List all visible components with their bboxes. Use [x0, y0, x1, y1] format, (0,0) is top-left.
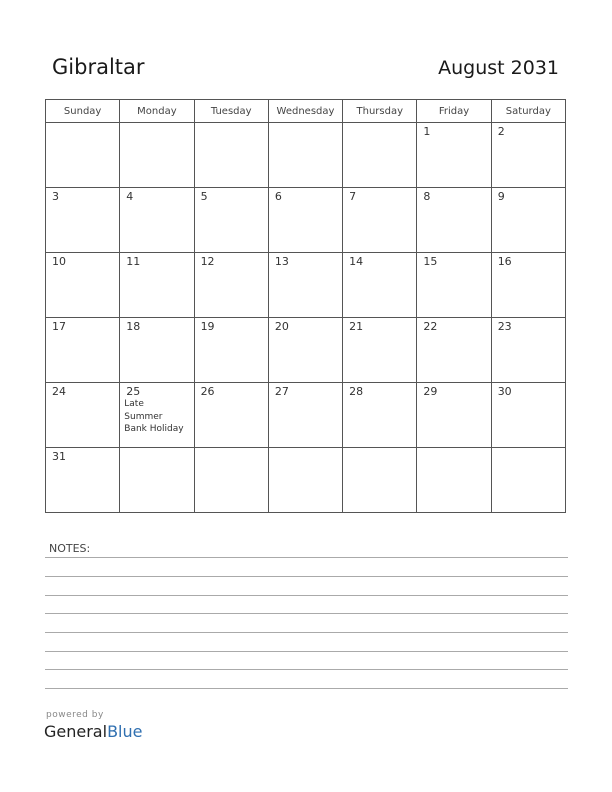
day-number: 14 — [349, 255, 364, 268]
week-row — [46, 253, 566, 318]
day-number — [120, 123, 193, 125]
notes-line — [45, 576, 568, 577]
day-cell — [194, 383, 268, 448]
day-number: 5 — [200, 190, 208, 203]
day-cell — [491, 188, 565, 253]
notes-line — [45, 669, 568, 670]
day-number — [343, 123, 416, 125]
weekday-header: Wednesday — [268, 100, 342, 123]
day-number: 15 — [423, 255, 438, 268]
day-number: 25 — [126, 385, 141, 398]
day-cell — [46, 123, 120, 188]
day-number — [269, 123, 342, 125]
day-cell — [194, 448, 268, 513]
day-cell — [46, 318, 120, 383]
brand-logo-blue: Blue — [107, 722, 143, 741]
day-number: 3 — [52, 190, 59, 203]
weekday-header: Thursday — [343, 100, 417, 123]
day-number: 18 — [126, 320, 141, 333]
day-number: 2 — [497, 125, 505, 138]
holiday-label: Late — [124, 399, 144, 409]
day-number: 19 — [200, 320, 215, 333]
day-number: 9 — [497, 190, 505, 203]
day-cell — [268, 318, 342, 383]
day-cell — [343, 448, 417, 513]
day-cell — [417, 188, 491, 253]
day-cell — [268, 188, 342, 253]
weekday-header: Saturday — [491, 100, 565, 123]
brand-logo — [44, 722, 142, 741]
day-cell — [417, 318, 491, 383]
day-cell — [491, 318, 565, 383]
day-number: 7 — [349, 190, 357, 203]
day-number: 29 — [423, 385, 438, 398]
day-number: 28 — [349, 385, 364, 398]
day-number — [120, 448, 193, 450]
day-number — [343, 448, 416, 450]
day-number — [492, 448, 565, 450]
holiday-label: Summer — [124, 411, 163, 422]
weekday-header: Sunday — [46, 100, 120, 123]
day-cell — [491, 123, 565, 188]
day-number: 17 — [52, 320, 66, 333]
day-cell — [120, 448, 194, 513]
day-number: 24 — [52, 385, 66, 398]
day-cell — [343, 383, 417, 448]
day-cell — [268, 123, 342, 188]
day-cell — [46, 448, 120, 513]
day-cell — [194, 188, 268, 253]
day-number: 26 — [200, 385, 215, 398]
day-cell — [120, 123, 194, 188]
day-cell — [343, 123, 417, 188]
day-cell — [120, 253, 194, 318]
weekday-header: Friday — [417, 100, 491, 123]
day-number: 30 — [497, 385, 512, 398]
week-row — [46, 123, 566, 188]
day-cell — [46, 253, 120, 318]
day-cell — [268, 448, 342, 513]
notes-line — [45, 688, 568, 689]
week-row — [46, 383, 566, 448]
day-number: 31 — [52, 450, 66, 463]
day-cell — [194, 318, 268, 383]
day-cell — [268, 253, 342, 318]
day-number: 6 — [274, 190, 282, 203]
day-cell — [343, 253, 417, 318]
day-cell — [120, 318, 194, 383]
day-cell — [268, 383, 342, 448]
day-number: 1 — [423, 125, 431, 138]
notes-line — [45, 557, 568, 558]
day-number: 27 — [274, 385, 289, 398]
notes-line — [45, 595, 568, 596]
weekday-header: Monday — [120, 100, 194, 123]
day-number — [195, 448, 268, 450]
day-number — [417, 448, 490, 450]
brand-logo-general: General — [44, 722, 108, 741]
notes-label: NOTES: — [49, 542, 91, 555]
weekday-header-row — [46, 100, 566, 123]
day-number: 23 — [497, 320, 512, 333]
notes-line — [45, 613, 568, 614]
month-year-title: August 2031 — [438, 57, 559, 79]
week-row — [46, 188, 566, 253]
day-number: 16 — [497, 255, 512, 268]
week-row — [46, 318, 566, 383]
holiday-label: Bank Holiday — [124, 424, 184, 434]
calendar-grid — [45, 99, 566, 513]
notes-line — [45, 651, 568, 652]
day-cell — [417, 253, 491, 318]
day-cell — [417, 383, 491, 448]
day-cell — [46, 383, 120, 448]
day-number: 21 — [349, 320, 364, 333]
day-number — [46, 123, 119, 125]
day-cell — [491, 253, 565, 318]
day-cell — [194, 123, 268, 188]
day-number — [195, 123, 268, 125]
day-cell — [343, 318, 417, 383]
powered-by-text: powered by — [46, 710, 104, 720]
day-number: 12 — [200, 255, 215, 268]
day-number: 20 — [274, 320, 289, 333]
country-title: Gibraltar — [52, 55, 145, 79]
weekday-header: Tuesday — [194, 100, 268, 123]
day-cell — [343, 188, 417, 253]
day-number — [269, 448, 342, 450]
day-number: 8 — [423, 190, 431, 203]
day-cell — [491, 383, 565, 448]
day-number: 10 — [52, 255, 66, 268]
notes-line — [45, 632, 568, 633]
day-cell — [417, 448, 491, 513]
day-number: 22 — [423, 320, 438, 333]
day-cell — [417, 123, 491, 188]
week-row — [46, 448, 566, 513]
day-cell — [46, 188, 120, 253]
day-number: 4 — [126, 190, 134, 203]
day-number: 13 — [274, 255, 289, 268]
day-cell — [120, 188, 194, 253]
day-cell — [491, 448, 565, 513]
day-cell — [120, 383, 194, 448]
day-number: 11 — [126, 255, 141, 268]
day-cell — [194, 253, 268, 318]
